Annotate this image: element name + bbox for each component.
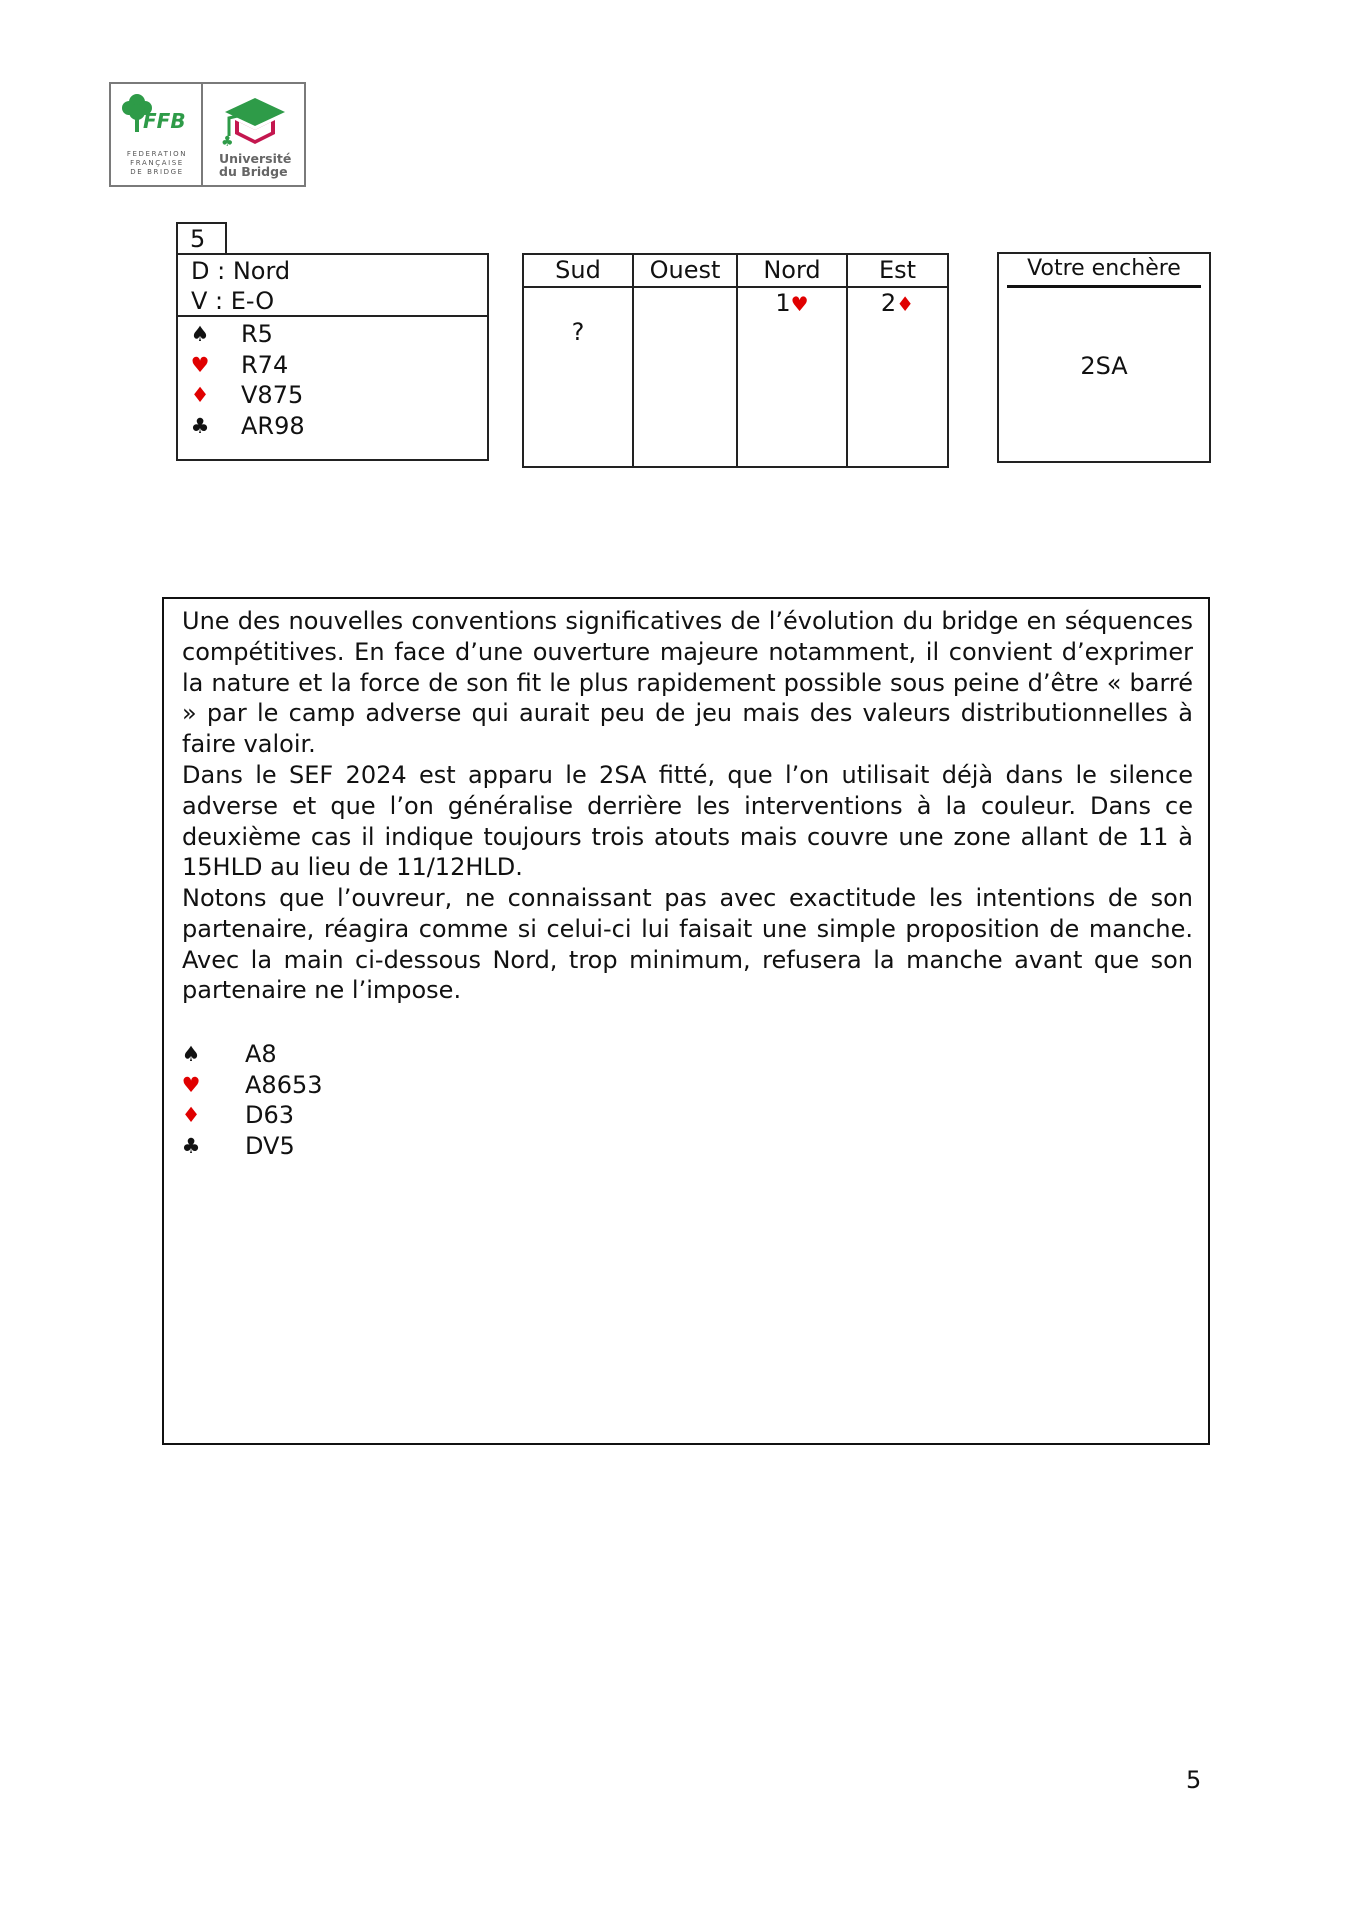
club-icon: ♣ — [181, 1133, 201, 1158]
sud-question-mark: ? — [571, 318, 585, 346]
deal-info — [178, 255, 487, 317]
example-club-cards: DV5 — [245, 1131, 295, 1160]
auction-header-nord: Nord — [738, 255, 846, 288]
logo-divider — [201, 84, 203, 185]
answer-title: Votre enchère — [1027, 256, 1181, 281]
ffb-subtitle-1: FEDERATION — [126, 150, 188, 158]
answer-box — [997, 252, 1211, 463]
south-hand — [178, 317, 487, 441]
ffb-universite-logo — [109, 82, 306, 187]
spade-cards: R5 — [241, 320, 273, 348]
auction-header-ouest: Ouest — [634, 255, 736, 288]
example-diamond-cards: D63 — [245, 1101, 295, 1129]
club-icon: ♣ — [190, 413, 210, 438]
auction-col-est — [846, 255, 947, 466]
diamond-icon: ♦ — [181, 1103, 201, 1127]
diamond-icon: ♦ — [896, 292, 915, 316]
svg-text:♣: ♣ — [221, 134, 234, 150]
auction-header-sud: Sud — [524, 255, 632, 288]
auction-table — [522, 253, 949, 468]
example-row-diamonds — [164, 1100, 564, 1131]
graduation-cap-logo-icon — [205, 88, 305, 152]
heart-icon: ♥ — [190, 352, 210, 377]
example-row-hearts — [164, 1070, 564, 1101]
answer-underline — [1007, 285, 1201, 288]
heart-icon: ♥ — [181, 1072, 201, 1097]
commentary-paragraph-1: Une des nouvelles conventions significatives de l’évolution du bridge en séquences compétitives. En face d’une ouverture majeure notamment, il convient d’exprimer la nature et la force de son fit le plus rapidement possible sous peine d’être « barré » par le camp adverse qui aurait peu de jeu mais des valeurs distributionnelles à faire valoir. — [182, 607, 1193, 759]
commentary-paragraph-3: Notons que l’ouvreur, ne connaissant pas avec exactitude les intentions de son partenaire, réagira comme si celui-ci lui faisait une simple proposition de manche. Avec la main ci-dessous Nord, trop minimum, refusera la manche avant que son partenaire ne l’impose. — [182, 884, 1193, 1005]
spade-icon: ♠ — [190, 322, 210, 346]
diamond-icon: ♦ — [190, 383, 210, 407]
heart-icon: ♥ — [790, 292, 809, 316]
ffb-subtitle-3: DE BRIDGE — [130, 168, 184, 176]
ffb-tree-logo-icon — [113, 88, 201, 148]
commentary-box — [162, 597, 1210, 1445]
commentary-paragraph-2: Dans le SEF 2024 est apparu le 2SA fitté, que l’on utilisait déjà dans le silence adverse et que l’on généralise derrière les interventions à la couleur. Dans ce deuxième cas il indique toujours trois atouts mais couvre une zone allant de 11 à 15HLD au lieu de 11/12HLD. — [182, 761, 1193, 882]
example-heart-cards: A8653 — [245, 1070, 323, 1099]
hand-row-diamonds — [178, 380, 487, 411]
example-row-clubs — [164, 1131, 564, 1162]
hand-row-spades — [178, 319, 487, 350]
universite-text: Université — [219, 151, 292, 166]
hand-row-hearts — [178, 350, 487, 381]
page-number: 5 — [1186, 1766, 1202, 1794]
spade-icon: ♠ — [181, 1042, 201, 1066]
nord-bid-level: 1 — [775, 289, 791, 317]
du-bridge-text: du Bridge — [219, 164, 288, 179]
est-bid-level: 2 — [880, 289, 897, 317]
auction-col-sud — [524, 255, 632, 466]
ffb-subtitle-2: FRANÇAISE — [130, 159, 184, 167]
example-spade-cards: A8 — [245, 1040, 277, 1068]
est-bid — [848, 288, 947, 319]
dealer-label: D : Nord — [191, 257, 291, 285]
auction-col-nord — [736, 255, 846, 466]
vulnerability-label: V : E-O — [191, 287, 275, 315]
answer-value: 2SA — [1080, 352, 1128, 380]
nord-bid — [738, 288, 846, 319]
deal-number: 5 — [176, 222, 227, 255]
deal-box — [176, 253, 489, 461]
heart-cards: R74 — [241, 350, 289, 379]
ffb-logo-text: FFB — [143, 109, 186, 133]
example-row-spades — [164, 1039, 564, 1070]
auction-header-est: Est — [848, 255, 947, 288]
auction-col-ouest — [632, 255, 736, 466]
diamond-cards: V875 — [241, 381, 304, 409]
hand-row-clubs — [178, 411, 487, 442]
north-example-hand — [164, 1039, 564, 1161]
club-cards: AR98 — [241, 411, 305, 440]
